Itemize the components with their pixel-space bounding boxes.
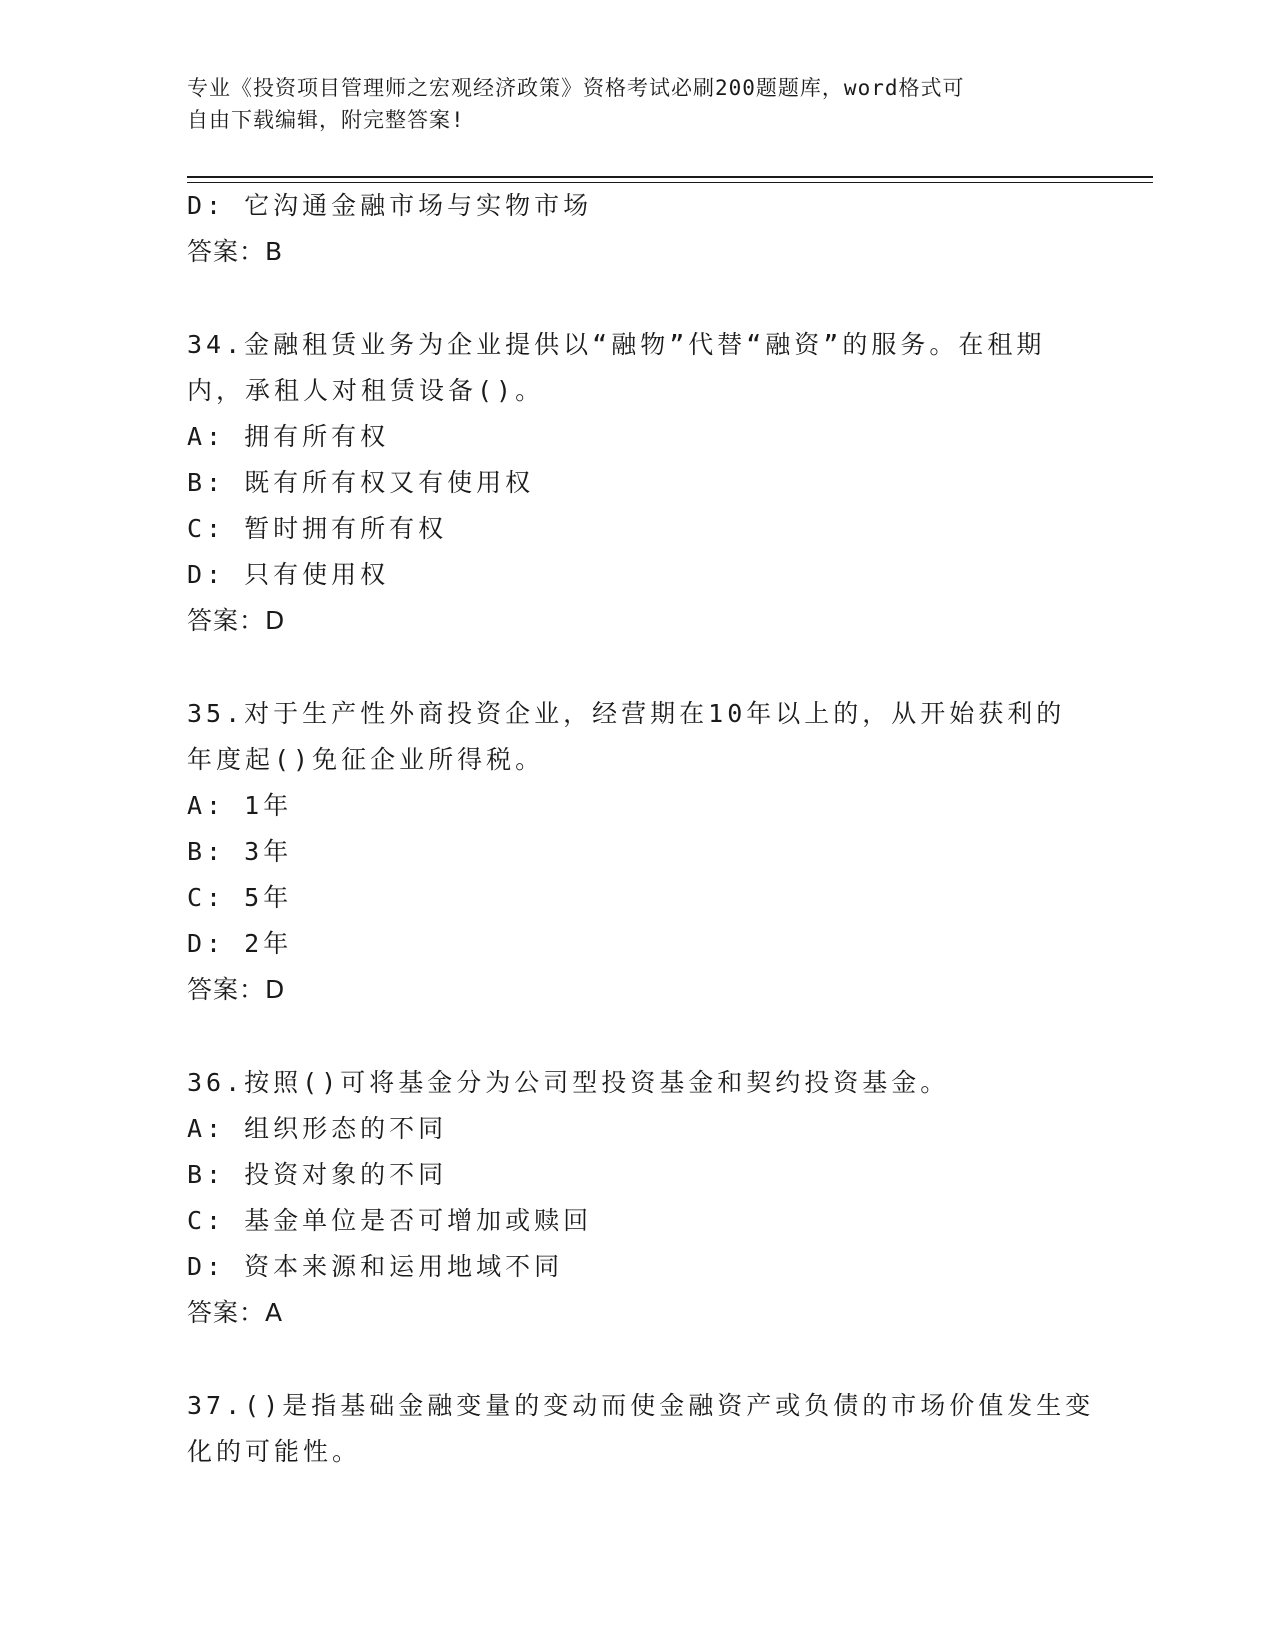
q34-option-c: C: 暂时拥有所有权	[187, 514, 448, 543]
prev-option-d: D: 它沟通金融市场与实物市场	[187, 191, 593, 220]
q35-answer: 答案：D	[187, 975, 286, 1004]
q35-stem-line-1: 35.对于生产性外商投资企业，经营期在10年以上的，从开始获利的	[187, 699, 1066, 728]
q34-answer: 答案：D	[187, 606, 286, 635]
q36-answer: 答案：A	[187, 1298, 284, 1327]
q34-stem-line-1: 34.金融租赁业务为企业提供以“融物”代替“融资”的服务。在租期	[187, 330, 1046, 359]
header-divider-thin	[187, 182, 1153, 183]
header-line-2: 自由下载编辑，附完整答案!	[187, 108, 465, 132]
q34-stem-line-2: 内，承租人对租赁设备()。	[187, 376, 545, 405]
q36-option-c: C: 基金单位是否可增加或赎回	[187, 1206, 593, 1235]
q36-option-a: A: 组织形态的不同	[187, 1114, 448, 1143]
q34-option-b: B: 既有所有权又有使用权	[187, 468, 535, 497]
q34-option-a: A: 拥有所有权	[187, 422, 390, 451]
q36-stem-line-1: 36.按照()可将基金分为公司型投资基金和契约投资基金。	[187, 1068, 950, 1097]
document-header	[187, 72, 1067, 136]
q35-option-d: D: 2年	[187, 929, 293, 958]
q36-option-d: D: 资本来源和运用地域不同	[187, 1252, 564, 1281]
q36-option-b: B: 投资对象的不同	[187, 1160, 448, 1189]
header-line-1: 专业《投资项目管理师之宏观经济政策》资格考试必刷200题题库，word格式可	[187, 76, 965, 100]
header-divider-thick	[187, 176, 1153, 178]
q35-option-c: C: 5年	[187, 883, 293, 912]
prev-answer: 答案：B	[187, 237, 284, 266]
q35-stem-line-2: 年度起()免征企业所得税。	[187, 745, 545, 774]
q35-option-a: A: 1年	[187, 791, 293, 820]
q37-stem-line-1: 37.()是指基础金融变量的变动而使金融资产或负债的市场价值发生变	[187, 1391, 1095, 1420]
q34-option-d: D: 只有使用权	[187, 560, 390, 589]
q35-option-b: B: 3年	[187, 837, 293, 866]
q37-stem-line-2: 化的可能性。	[187, 1437, 362, 1466]
